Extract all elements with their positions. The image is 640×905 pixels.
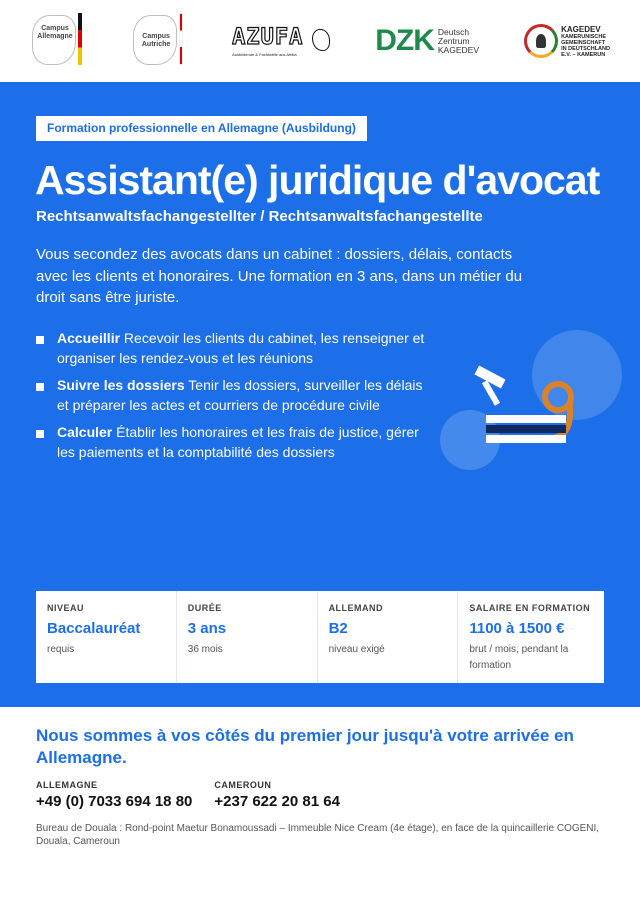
contact-cameroun <box>214 780 340 810</box>
stat-note: brut / mois, pendant la formation <box>469 644 569 671</box>
kagedev-line-1: KAGEDEV <box>561 24 601 34</box>
partner-logos <box>0 0 640 82</box>
azufa-tagline: Ausbildende & Fachkräfte aus Afrika <box>232 51 297 57</box>
bullet-square-icon <box>36 430 44 438</box>
campus-allemagne-name: Campus Allemagne <box>37 25 73 40</box>
task-title: Calculer <box>57 424 113 440</box>
stat-duree <box>177 591 318 683</box>
stat-label: NIVEAU <box>47 603 85 613</box>
office-address: Bureau de Douala : Rond-point Maetur Bonamoussadi – Immeuble Nice Cream (4e étage), en face de la quincaillerie COGENI, Douala, Cameroun <box>36 823 600 847</box>
hero-section <box>0 82 640 707</box>
task-title: Accueillir <box>57 330 121 346</box>
gavel-icon <box>474 366 505 406</box>
stat-niveau <box>36 591 177 683</box>
kagedev-line-5: E.V. – KAMERUN <box>561 51 606 58</box>
stat-value: 1100 à 1500 € <box>469 620 565 637</box>
austrian-flag-icon <box>179 13 183 65</box>
intro-text: Vous secondez des avocats dans un cabinet : dossiers, délais, contacts avec les clients et honoraires. Une formation en 3 ans, dans un métier du droit sans être juriste. <box>36 246 523 306</box>
task-text: Tenir les dossiers, surveiller les délais et préparer les actes et courriers de procédure civile <box>57 377 423 413</box>
kagedev-logo <box>524 11 610 71</box>
page-title: Assistant(e) juridique d'avocat <box>35 157 600 203</box>
phone-contacts <box>36 780 340 810</box>
support-heading: Nous sommes à vos côtés du premier jour jusqu'à votre arrivée en Allemagne. <box>36 726 574 767</box>
africa-map-icon <box>312 29 330 51</box>
campus-allemagne-logo <box>30 13 86 69</box>
phone-number[interactable]: +49 (0) 7033 694 18 80 <box>36 793 193 810</box>
list-item <box>36 423 426 462</box>
dzk-logo <box>375 11 479 71</box>
stat-label: SALAIRE EN FORMATION <box>469 603 591 613</box>
stat-note: niveau exigé <box>328 644 385 655</box>
stat-label: ALLEMAND <box>328 603 384 613</box>
campus-autriche-logo <box>131 13 187 69</box>
community-circle-icon <box>524 24 558 58</box>
kagedev-line-3: GEMEINSCHAFT <box>561 39 606 46</box>
bullet-square-icon <box>36 383 44 391</box>
stat-note: 36 mois <box>187 644 223 655</box>
stat-value: Baccalauréat <box>47 620 141 637</box>
dzk-line-2: Zentrum <box>437 35 470 46</box>
contact-label: ALLEMAGNE <box>36 780 98 790</box>
stat-value: B2 <box>328 620 348 637</box>
stat-note: requis <box>47 644 75 655</box>
legal-illustration <box>430 322 630 482</box>
azufa-logo <box>232 21 330 61</box>
dzk-wordmark: DZK <box>375 24 434 57</box>
contact-section <box>0 707 640 905</box>
program-badge: Formation professionnelle en Allemagne (Ausbildung) <box>36 116 367 141</box>
phone-number[interactable]: +237 622 20 81 64 <box>214 793 340 810</box>
campus-autriche-name: Campus Autriche <box>141 33 171 48</box>
task-title: Suivre les dossiers <box>57 377 185 393</box>
task-text: Recevoir les clients du cabinet, les renseigner et organiser les rendez-vous et les réunions <box>57 330 425 366</box>
stat-allemand <box>318 591 459 683</box>
kagedev-line-2: KAMERUNISCHE <box>561 33 606 40</box>
german-flag-icon <box>78 13 82 65</box>
kagedev-line-4: IN DEUTSCHLAND <box>561 45 610 52</box>
book-stack-icon <box>486 415 566 443</box>
stat-value: 3 ans <box>187 620 227 637</box>
contact-label: CAMEROUN <box>214 780 272 790</box>
key-facts <box>36 591 604 683</box>
stat-label: DURÉE <box>187 603 222 613</box>
list-item <box>36 329 426 368</box>
dzk-line-3: KAGEDEV <box>437 44 479 55</box>
contact-allemagne <box>36 780 192 810</box>
task-list <box>36 329 426 470</box>
task-text: Établir les honoraires et les frais de justice, gérer les paiements et la comptabilité des dossiers <box>57 424 419 460</box>
list-item <box>36 376 426 415</box>
dzk-line-1: Deutsch <box>437 26 470 37</box>
stat-salaire <box>458 591 604 683</box>
german-job-title: Rechtsanwaltsfachangestellter / Rechtsanwaltsfachangestellte <box>36 208 483 225</box>
bullet-square-icon <box>36 336 44 344</box>
azufa-wordmark: AZUFA <box>232 24 304 50</box>
